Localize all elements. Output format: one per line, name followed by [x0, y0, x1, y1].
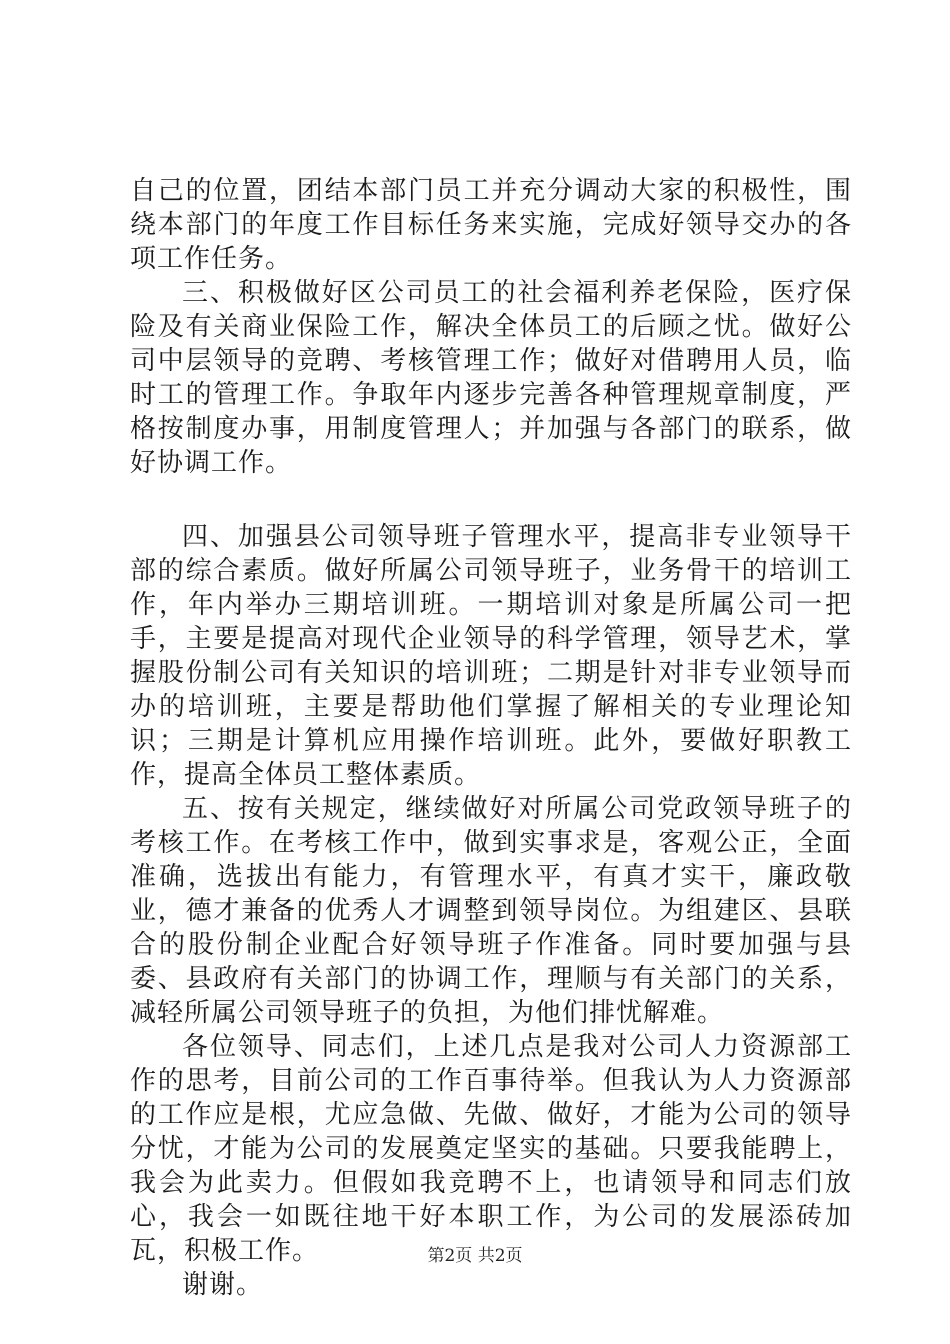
document-body — [130, 174, 852, 1302]
paragraph-section-three: 三、积极做好区公司员工的社会福利养老保险，医疗保险及有关商业保险工作，解决全体员工的后顾之忧。做好公司中层领导的竞聘、考核管理工作；做好对借聘用人员，临时工的管理工作。争取年内逐步完善各种管理规章制度，严格按制度办事，用制度管理人；并加强与各部门的联系，做好协调工作。 — [130, 278, 852, 478]
paragraph-section-five: 五、按有关规定，继续做好对所属公司党政领导班子的考核工作。在考核工作中，做到实事求是，客观公正，全面准确，选拔出有能力，有管理水平，有真才实干，廉政敬业，德才兼备的优秀人才调整到领导岗位。为组建区、县联合的股份制企业配合好领导班子作准备。同时要加强与县委、县政府有关部门的协调工作，理顺与有关部门的关系，减轻所属公司领导班子的负担，为他们排忧解难。 — [130, 794, 852, 1028]
paragraph-closing: 各位领导、同志们，上述几点是我对公司人力资源部工作的思考，目前公司的工作百事待举。但我认为人力资源部的工作应是根，尤应急做、先做、做好，才能为公司的领导分忧，才能为公司的发展奠定坚实的基础。只要我能聘上，我会为此卖力。但假如我竞聘不上，也请领导和同志们放心，我会一如既往地干好本职工作，为公司的发展添砖加瓦，积极工作。 — [130, 1032, 852, 1266]
page-number-footer: 第2页 共2页 — [427, 1246, 523, 1266]
paragraph-section-four: 四、加强县公司领导班子管理水平，提高非专业领导干部的综合素质。做好所属公司领导班子，业务骨干的培训工作，年内举办三期培训班。一期培训对象是所属公司一把手，主要是提高对现代企业领导的科学管理，领导艺术，掌握股份制公司有关知识的培训班；二期是针对非专业领导而办的培训班，主要是帮助他们掌握了解相关的专业理论知识；三期是计算机应用操作培训班。此外，要做好职教工作，提高全体员工整体素质。 — [130, 522, 852, 790]
paragraph-thanks: 谢谢。 — [182, 1270, 264, 1300]
paragraph-continuation: 自己的位置，团结本部门员工并充分调动大家的积极性，围绕本部门的年度工作目标任务来实施，完成好领导交办的各项工作任务。 — [130, 176, 852, 274]
